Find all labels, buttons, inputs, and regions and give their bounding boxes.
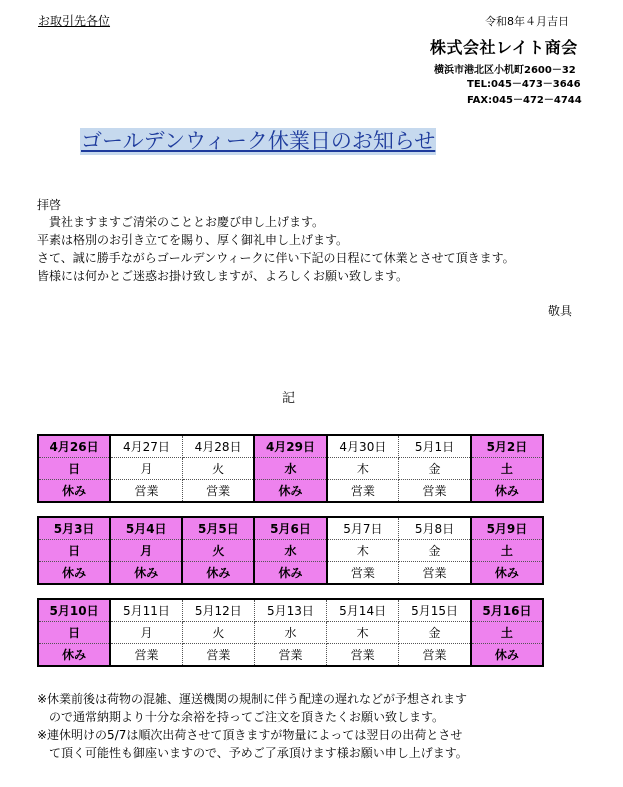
calendar-weekday-cell: 月 — [110, 622, 182, 644]
closing: 敬具 — [548, 304, 573, 318]
note-line: ※連休明けの5/7は順次出荷させて頂きますが物量によっては翌日の出荷とさせ — [37, 728, 463, 742]
calendar-week-2 — [37, 516, 544, 585]
calendar-date-cell: 4月30日 — [327, 435, 399, 458]
calendar-status-cell: 休み — [182, 562, 254, 585]
page-title: ゴールデンウィーク休業日のお知らせ — [81, 129, 436, 153]
calendar-date-cell: 5月13日 — [254, 599, 326, 622]
calendar-row-status — [38, 644, 543, 667]
calendar-weekday-cell: 金 — [399, 458, 471, 480]
ki-heading: 記 — [282, 391, 296, 406]
calendar-status-cell: 営業 — [399, 480, 471, 503]
calendar-week-1 — [37, 434, 544, 503]
calendar-status-cell: 営業 — [327, 644, 399, 667]
calendar-status-cell: 休み — [110, 562, 182, 585]
calendar-weekday-cell: 月 — [110, 458, 182, 480]
calendar-date-cell: 5月6日 — [254, 517, 326, 540]
calendar-date-cell: 5月14日 — [327, 599, 399, 622]
calendar-date-cell: 4月27日 — [110, 435, 182, 458]
calendar-date-cell: 5月15日 — [399, 599, 471, 622]
company-name: 株式会社レイト商会 — [430, 38, 578, 57]
calendar-status-cell: 営業 — [182, 644, 254, 667]
calendar-weekday-cell: 金 — [399, 540, 471, 562]
calendar-row-date — [38, 599, 543, 622]
note-line: て頂く可能性も御座いますので、予めご了承頂けます様お願い申し上げます。 — [37, 746, 468, 760]
calendar-weekday-cell: 日 — [38, 540, 110, 562]
calendar-date-cell: 5月4日 — [110, 517, 182, 540]
calendar-status-cell: 営業 — [399, 644, 471, 667]
calendar-date-cell: 4月26日 — [38, 435, 110, 458]
calendar-date-cell: 5月3日 — [38, 517, 110, 540]
calendar-status-cell: 休み — [471, 644, 543, 667]
calendar-week-3 — [37, 598, 544, 667]
calendar-weekday-cell: 火 — [182, 540, 254, 562]
calendar-weekday-cell: 金 — [399, 622, 471, 644]
calendar-row-date — [38, 517, 543, 540]
calendar-status-cell: 営業 — [182, 480, 254, 503]
calendar-weekday-cell: 月 — [110, 540, 182, 562]
calendar-date-cell: 4月28日 — [182, 435, 254, 458]
calendar-date-cell: 5月7日 — [327, 517, 399, 540]
calendar-date-cell: 5月2日 — [471, 435, 543, 458]
calendar-status-cell: 営業 — [254, 644, 326, 667]
calendar-status-cell: 休み — [254, 562, 326, 585]
body-line: 平素は格別のお引き立てを賜り、厚く御礼申し上げます。 — [37, 233, 349, 247]
calendar-status-cell: 休み — [38, 562, 110, 585]
calendar-status-cell: 休み — [471, 562, 543, 585]
calendar-status-cell: 営業 — [327, 562, 399, 585]
calendar-weekday-cell: 水 — [254, 540, 326, 562]
body-line: 皆様には何かとご迷惑お掛け致しますが、よろしくお願い致します。 — [37, 269, 409, 283]
calendar-status-cell: 休み — [38, 644, 110, 667]
calendar-status-cell: 営業 — [399, 562, 471, 585]
calendar-row-status — [38, 562, 543, 585]
calendar-weekday-cell: 木 — [327, 458, 399, 480]
calendar-weekday-cell: 日 — [38, 622, 110, 644]
calendar-status-cell: 休み — [254, 480, 326, 503]
calendar-date-cell: 5月12日 — [182, 599, 254, 622]
body-line: さて、誠に勝手ながらゴールデンウィークに伴い下記の日程にて休業とさせて頂きます。 — [37, 251, 515, 265]
calendar-weekday-cell: 火 — [182, 458, 254, 480]
note-line: ので通常納期より十分な余裕を持ってご注文を頂きたくお願い致します。 — [37, 710, 445, 724]
calendar-row-date — [38, 435, 543, 458]
issue-date: 令和8年４月吉日 — [485, 15, 569, 28]
calendar-date-cell: 4月29日 — [254, 435, 326, 458]
calendar-status-cell: 営業 — [110, 644, 182, 667]
addressee: お取引先各位 — [38, 14, 111, 28]
calendar-date-cell: 5月5日 — [182, 517, 254, 540]
calendar-weekday-cell: 日 — [38, 458, 110, 480]
company-address: 横浜市港北区小机町2600－32 — [434, 65, 576, 76]
calendar-weekday-cell: 火 — [182, 622, 254, 644]
calendar-weekday-cell: 木 — [327, 622, 399, 644]
calendar-status-cell: 休み — [471, 480, 543, 503]
calendar-date-cell: 5月16日 — [471, 599, 543, 622]
company-fax: FAX:045－472－4744 — [467, 95, 582, 106]
calendar-status-cell: 営業 — [327, 480, 399, 503]
calendar-row-weekday — [38, 622, 543, 644]
calendar-date-cell: 5月8日 — [399, 517, 471, 540]
calendar-weekday-cell: 土 — [471, 458, 543, 480]
calendar-row-weekday — [38, 458, 543, 480]
body-line: 貴社ますますご清栄のこととお慶び申し上げます。 — [37, 215, 325, 229]
calendar-weekday-cell: 土 — [471, 622, 543, 644]
calendar-row-weekday — [38, 540, 543, 562]
calendar-weekday-cell: 水 — [254, 458, 326, 480]
calendar-weekday-cell: 水 — [254, 622, 326, 644]
calendar-weekday-cell: 土 — [471, 540, 543, 562]
calendar-status-cell: 営業 — [110, 480, 182, 503]
calendar-status-cell: 休み — [38, 480, 110, 503]
calendar-date-cell: 5月11日 — [110, 599, 182, 622]
calendar-weekday-cell: 木 — [327, 540, 399, 562]
greeting: 拝啓 — [37, 198, 62, 212]
calendar-date-cell: 5月9日 — [471, 517, 543, 540]
calendar-date-cell: 5月10日 — [38, 599, 110, 622]
note-line: ※休業前後は荷物の混雑、運送機関の規制に伴う配達の遅れなどが予想されます — [37, 692, 468, 706]
company-tel: TEL:045－473－3646 — [467, 79, 581, 90]
calendar-row-status — [38, 480, 543, 503]
calendar-date-cell: 5月1日 — [399, 435, 471, 458]
